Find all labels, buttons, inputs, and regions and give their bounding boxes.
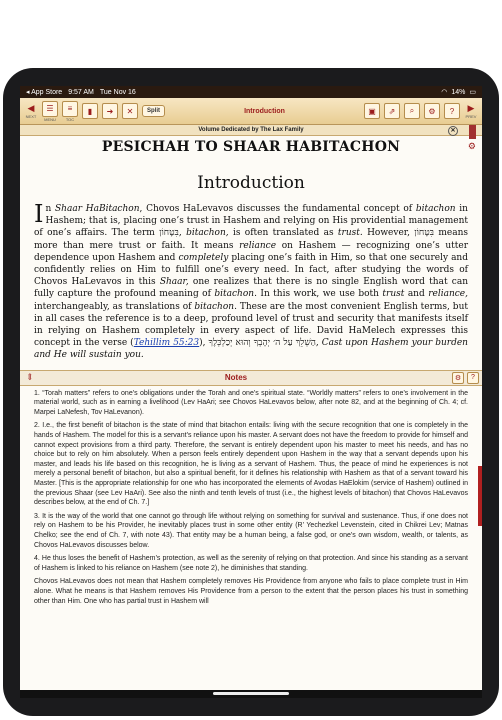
text-run: , Chovos HaLevavos discusses the fundamental concept of bbox=[139, 204, 416, 214]
text-run: . In this work, we use both bbox=[254, 289, 383, 300]
close-icon[interactable]: ✕ bbox=[122, 103, 138, 119]
drop-cap: I bbox=[34, 200, 44, 228]
note-1: 1. “Torah matters” refers to one’s obligations under the Torah and one’s spiritual state. “Worldly matters” refers to one’s involvement in the material world, such as in earning a livelihood (Lev HaAri; see Chovos HaLevavos below, after note 82, and at the beginning of Ch. 4; cf. Marpei LaNefesh, Tov HaLevanon). bbox=[34, 389, 468, 416]
notes-title: Notes bbox=[224, 373, 248, 383]
top-toolbar bbox=[20, 98, 482, 125]
split-button[interactable]: Split bbox=[142, 105, 165, 117]
toc-button[interactable] bbox=[62, 101, 78, 122]
text-italic: bitachon bbox=[415, 204, 456, 214]
text-run: in Hashem; that is, placing one’s trust in Hashem and relying on His providential management of one’s affairs. The term בִּטָּחוֹן, bbox=[34, 204, 468, 239]
note-3: 3. It is the way of the world that one cannot go through life without relying on something for survival and sustenance. Thus, if one does not rely on Hashem to be his Provider, he inevitably places trust in some other entity (R’ Yechezkel Levenstein, cited in Chikrei Lev; Matnas Chelko; see the end of Ch. 7, with note 43). That entity may be a human being, a false god, or one’s own wisdom, wealth, or talents, as Chovos HaLevavos discusses below. bbox=[34, 512, 468, 549]
intro-paragraph bbox=[34, 200, 468, 362]
arrow-left-icon: ◀ bbox=[27, 103, 35, 114]
status-bar bbox=[20, 86, 482, 98]
gear-icon[interactable]: ⚙ bbox=[424, 103, 440, 119]
note-4-continued: Chovos HaLevavos does not mean that Hashem completely removes His Providence from anyone who fails to place complete trust in Him alone. What he means is that Hashem removes His Providence from a person to the extent that the person places his trust in something other than Him. One who has partial trust in Hashem will bbox=[34, 578, 468, 605]
toolbar-title: Introduction bbox=[244, 107, 285, 115]
status-date: Tue Nov 16 bbox=[99, 88, 136, 96]
section-heading: PESICHAH TO SHAAR HABITACHON bbox=[101, 139, 401, 155]
text-run: on Hashem — recognizing one’s utter dependence upon Hashem and bbox=[34, 240, 468, 263]
text-run: n bbox=[45, 204, 56, 214]
text-run: However, בִּטָּחוֹן means more than mere trust or faith. It means bbox=[34, 228, 468, 251]
text-italic: reliance, bbox=[428, 289, 468, 300]
main-content bbox=[20, 139, 482, 362]
note-4: 4. He thus loses the benefit of Hashem’s protection, as well as the serenity of relying on that protection. And since his standing as a servant of Hashem is linked to his reliance on Hashem (see note 2), he diminishes that standing. bbox=[34, 555, 468, 572]
text-run: . These are the most convenient English terms, but in all cases the reference is to a deep, profound level of trust and security that manifests itself in relying on Hashem completely in every aspect of life. David HaMelech expresses this concept in the verse ( bbox=[34, 301, 468, 349]
text-italic: trust. bbox=[337, 228, 363, 239]
back-to-app-store[interactable]: ◂ App Store bbox=[26, 89, 63, 96]
status-time: 9:57 AM bbox=[68, 88, 94, 96]
battery-icon: ▭ bbox=[469, 89, 476, 96]
app-screen bbox=[20, 86, 482, 698]
notes-help-icon[interactable]: ? bbox=[467, 372, 479, 384]
home-indicator[interactable] bbox=[213, 692, 289, 695]
close-dedication-icon[interactable]: ✕ bbox=[448, 126, 458, 136]
bookmark-ribbon-icon[interactable] bbox=[469, 125, 476, 139]
tehillim-link[interactable]: Tehillim 55:23 bbox=[133, 338, 200, 349]
help-icon[interactable]: ? bbox=[444, 103, 460, 119]
prev-button[interactable] bbox=[464, 104, 478, 119]
text-italic: trust bbox=[382, 289, 405, 300]
text-run: placing one’s faith in Him, so that one securely and confidently relies on Him to fulfill one’s every need. In fact, after studying the words of Chovos HaLevavos in this bbox=[34, 252, 468, 288]
battery-level: 14% bbox=[451, 88, 466, 96]
next-label: NEXT bbox=[25, 113, 37, 119]
page-title: Introduction bbox=[197, 173, 305, 193]
book-icon[interactable]: ▮ bbox=[82, 103, 98, 119]
prev-label: PREV bbox=[465, 113, 477, 119]
text-run: ), הַשְׁלֵךְ עַל ה׳ יְהָבְךָ וְהוּא יְכַלְכְּלֶךָ, bbox=[199, 338, 322, 349]
menu-icon: ☰ bbox=[42, 101, 58, 117]
text-italic: completely bbox=[178, 252, 229, 263]
text-italic: bitachon bbox=[214, 289, 255, 300]
text-italic: Cast upon Hashem your burden and He will sustain you. bbox=[34, 338, 468, 361]
forward-arrow-icon[interactable]: ➜ bbox=[102, 103, 118, 119]
wifi-icon: ◠ bbox=[441, 89, 448, 96]
search-icon[interactable]: ⌕ bbox=[404, 103, 420, 119]
resize-arrows-icon[interactable]: ⇕ bbox=[26, 372, 34, 383]
arrow-right-icon: ▶ bbox=[467, 103, 475, 114]
list-icon: ≡ bbox=[62, 101, 78, 117]
menu-label: MENU bbox=[44, 116, 56, 122]
side-scroll-tab[interactable] bbox=[478, 466, 482, 526]
text-run: and bbox=[404, 289, 429, 300]
text-run: interchangeably, as translations of bbox=[34, 301, 195, 312]
bottom-bar bbox=[20, 690, 482, 698]
page-settings-icon[interactable]: ⚙ bbox=[467, 142, 476, 152]
share-icon[interactable]: ⇗ bbox=[384, 103, 400, 119]
next-button[interactable] bbox=[24, 104, 38, 119]
text-italic: Shaar HaBitachon bbox=[55, 204, 140, 214]
text-run: one realizes that there is no single English word that can fully capture the profound meaning of bbox=[34, 277, 468, 300]
text-italic: bitachon, bbox=[186, 228, 229, 239]
note-2: 2. I.e., the first benefit of bitachon is the state of mind that bitachon entails: living with the secure recognition that one is completely in the hands of Hashem. The model for this is a servant’s reliance upon his master. A servant does not have the freedom to provide for himself and cannot expect provisions from a third party. Therefore, the servant is entirely dependent upon his master to meet his needs, and has no choice but to rely on him absolutely. When a person feels entirely dependent upon Hashem in the way that a servant depends upon his master, and leads his life based on this recognition, he is living as a servant of Hashem. Thus, the peace of mind he experiences is not merely a personal benefit of bitachon, but also a spiritual benefit, for it defines his relationship with Hashem as that of a servant toward his Master. [This is the appropriate relationship for one who has incorporated the elements of Avodas HaElokim (service of Hashem) outlined in the previous Shaar (see Lev HaAri). See also the ninth and tenth levels of trust (i.e., the highest levels of bitachon) that Chovos HaLevavos describes below, at the end of Ch. 7.] bbox=[34, 422, 468, 507]
text-italic: Shaar, bbox=[159, 277, 189, 288]
notes-gear-icon[interactable]: ⚙ bbox=[452, 372, 464, 384]
menu-button[interactable] bbox=[42, 101, 58, 122]
toc-label: TOC bbox=[65, 116, 75, 122]
briefcase-icon[interactable]: ▣ bbox=[364, 103, 380, 119]
dedication-bar bbox=[20, 125, 482, 136]
text-run: is often translated as bbox=[228, 228, 338, 239]
notes-header bbox=[20, 370, 482, 386]
text-italic: bitachon bbox=[194, 301, 235, 312]
text-italic: reliance bbox=[239, 240, 277, 251]
notes-panel bbox=[20, 386, 482, 606]
dedication-text: Volume Dedicated by The Lax Family bbox=[198, 127, 304, 133]
